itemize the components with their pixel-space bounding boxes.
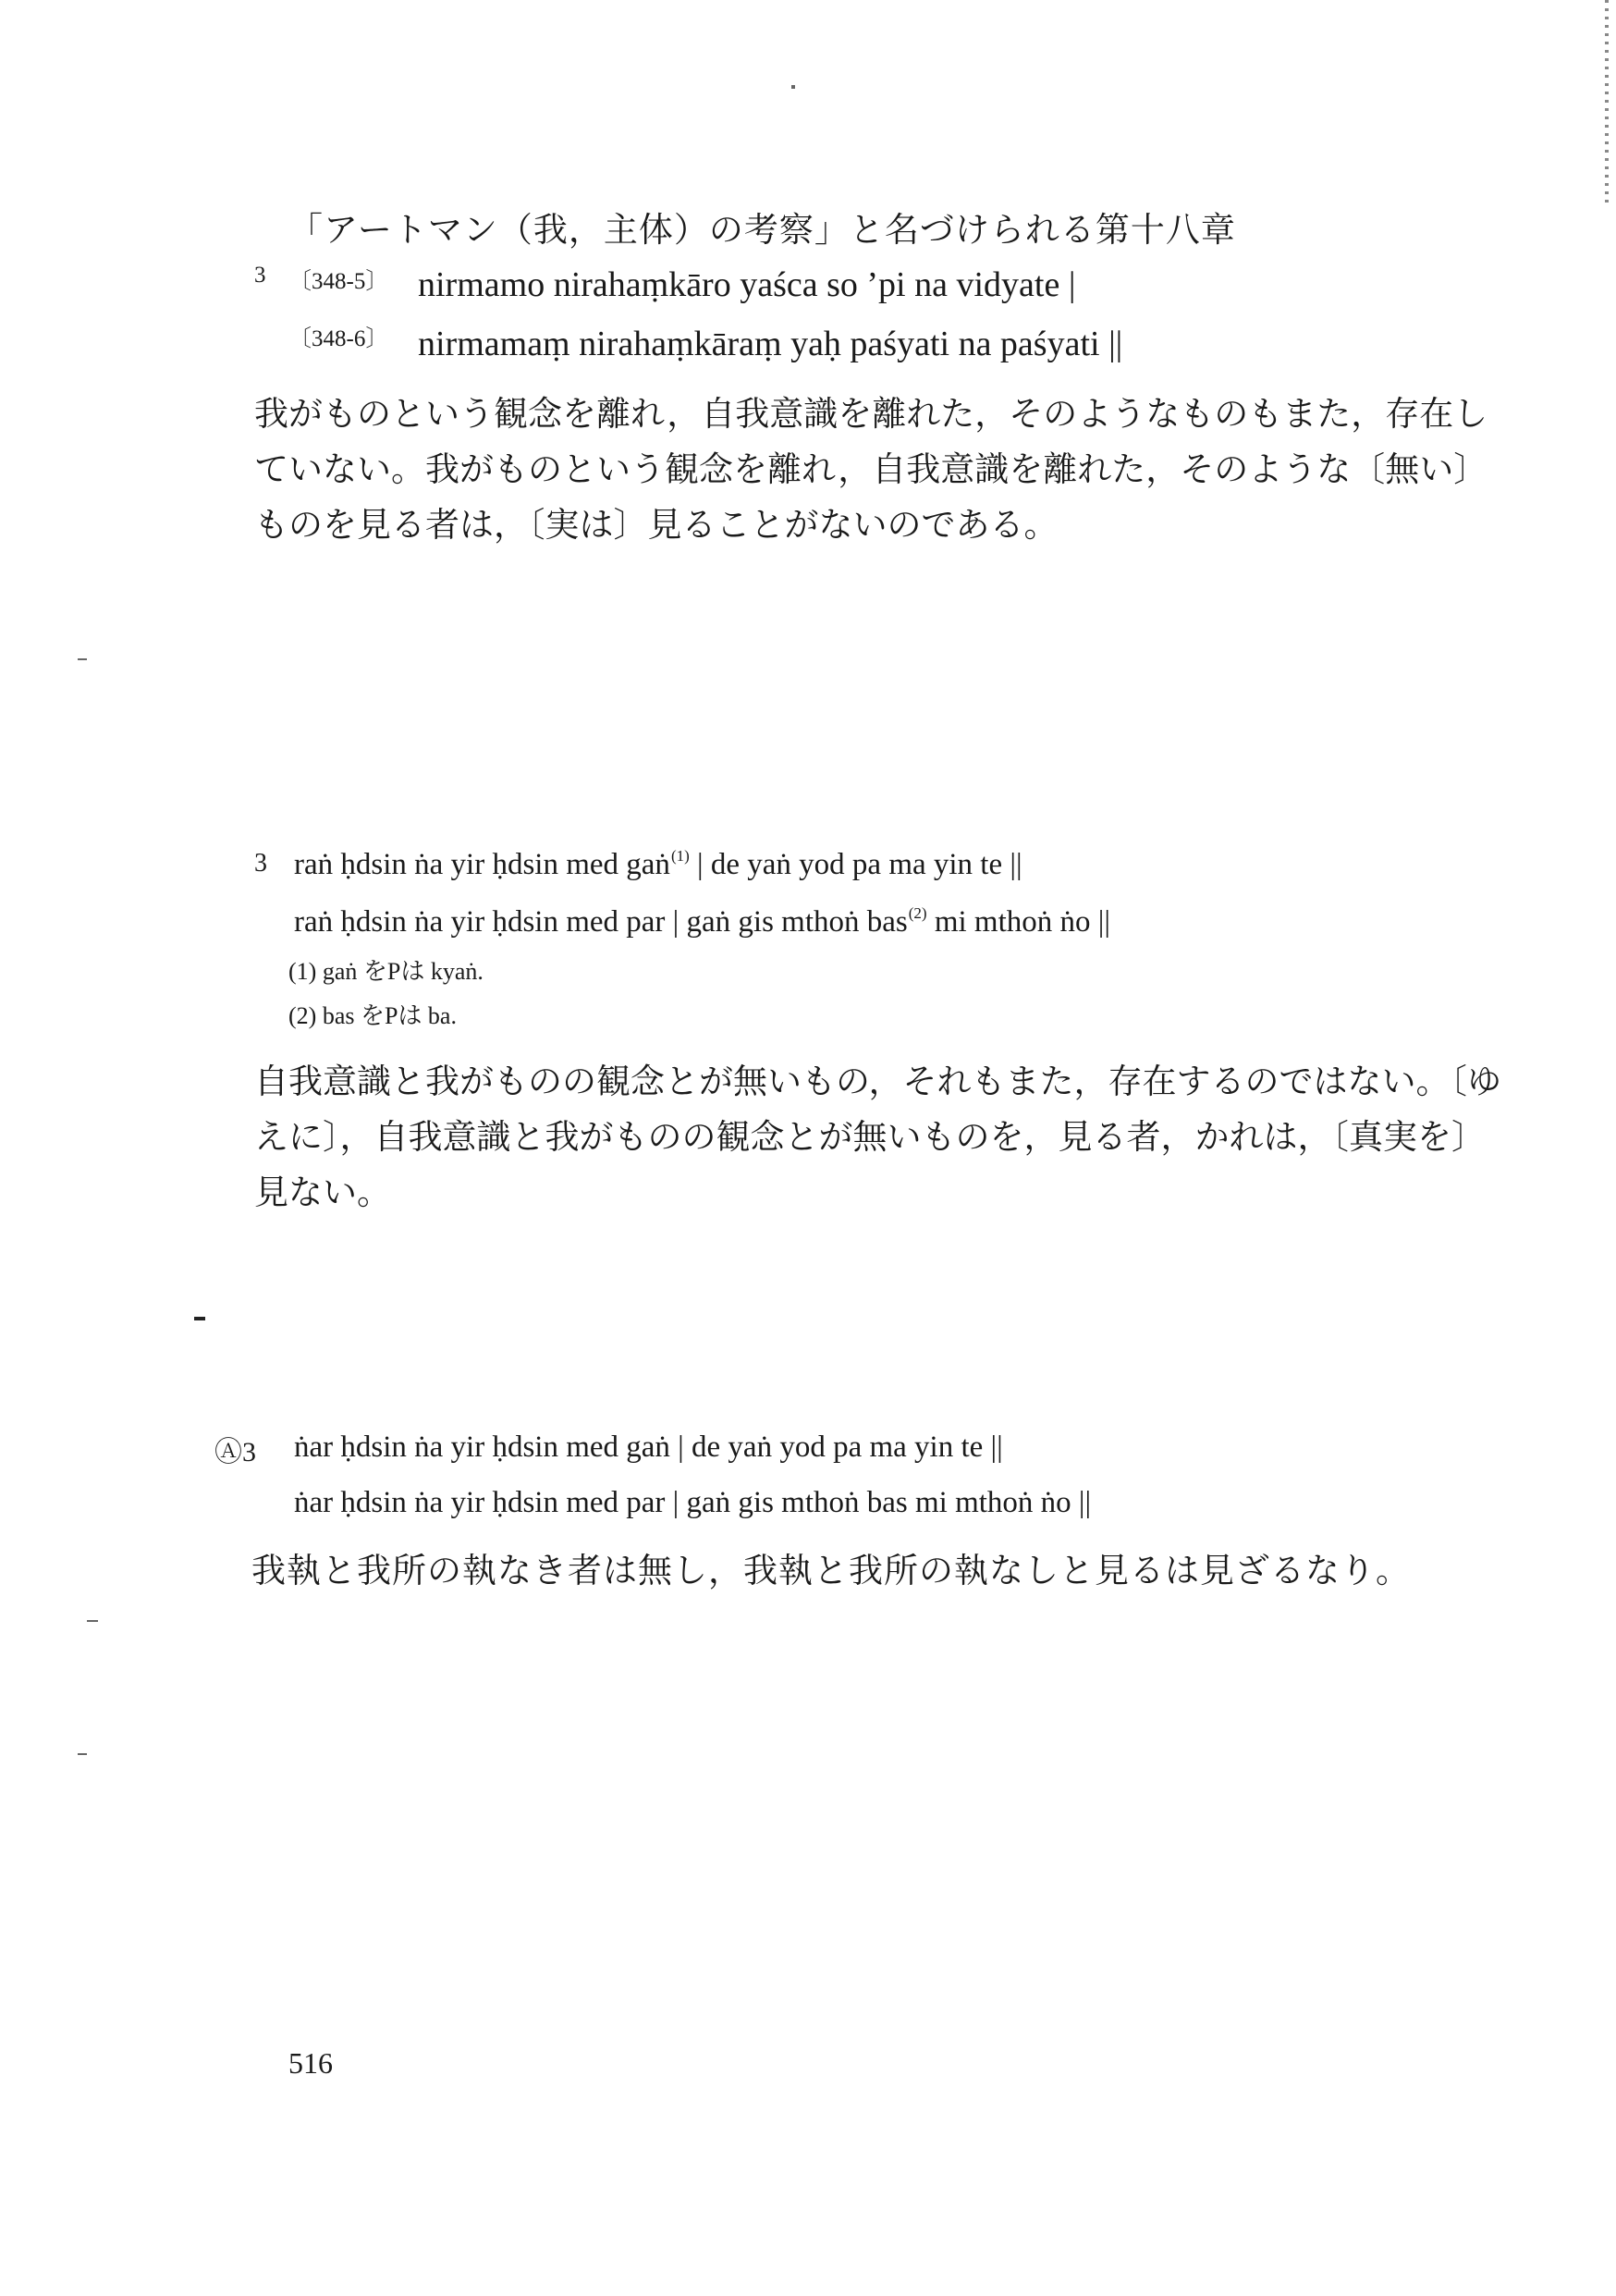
page-number: 516 <box>288 2046 333 2080</box>
footnote-ref-1: (1) <box>670 847 690 865</box>
tibetan-note-1: (1) gaṅ をPは kyaṅ. <box>288 958 484 985</box>
tibetan-line1 <box>294 847 1022 882</box>
scan-speck <box>194 1317 205 1320</box>
tibetan-verse-number: 3 <box>254 849 267 878</box>
scan-edge-noise <box>1605 0 1609 203</box>
tibetan-note-2: (2) bas をPは ba. <box>288 1002 457 1029</box>
tibetan-line1-b: | de yaṅ yod pa ma yin te || <box>689 848 1022 881</box>
sanskrit-line2-ref: 〔348-6〕 <box>288 326 389 351</box>
akutobhaya-line1: ṅar ḥdsin ṅa yir ḥdsin med gaṅ | de yaṅ yod pa ma yin te || <box>294 1430 1003 1464</box>
akutobhaya-translation: 我執と我所の執なき者は無し，我執と我所の執なしと見るは見ざるなり。 <box>251 1551 1411 1590</box>
footnote-ref-2: (2) <box>908 904 927 922</box>
tibetan-line2 <box>294 904 1110 939</box>
sanskrit-line1-ref: 〔348-5〕 <box>288 269 389 294</box>
akutobhaya-verse-number: Ⓐ3 <box>214 1437 256 1467</box>
tibetan-line2-b: mi mthoṅ ṅo || <box>926 905 1110 939</box>
akutobhaya-line2: ṅar ḥdsin ṅa yir ḥdsin med par | gaṅ gis mthoṅ bas mi mthoṅ ṅo || <box>294 1486 1092 1519</box>
scan-speck <box>78 658 87 660</box>
tibetan-line1-a: raṅ ḥdsin ṅa yir ḥdsin med gaṅ <box>294 848 670 881</box>
sanskrit-line2: nirmamaṃ nirahaṃkāraṃ yaḥ paśyati na paśyati || <box>418 325 1123 363</box>
sanskrit-verse-number: 3 <box>254 263 266 288</box>
scan-speck <box>78 1753 87 1755</box>
scan-speck <box>791 85 795 89</box>
tibetan-translation: 自我意識と我がものの観念とが無いもの，それもまた，存在するのではない。〔ゆえに〕，自我意識と我がものの観念とが無いものを，見る者，かれは，〔真実を〕見ない。 <box>254 1062 1502 1212</box>
scan-speck <box>87 1620 98 1622</box>
sanskrit-line1: nirmamo nirahaṃkāro yaśca so ’pi na vidyate | <box>418 265 1076 304</box>
chapter-title: 「アートマン（我，主体）の考察」と名づけられる第十八章 <box>288 210 1236 250</box>
tibetan-line2-a: raṅ ḥdsin ṅa yir ḥdsin med par | gaṅ gis mthoṅ bas <box>294 905 908 939</box>
sanskrit-translation: 我がものという観念を離れ，自我意識を離れた，そのようなものもまた，存在していない。我がものという観念を離れ，自我意識を離れた，そのような〔無い〕ものを見る者は，〔実は〕見ることがないのである。 <box>254 394 1488 545</box>
